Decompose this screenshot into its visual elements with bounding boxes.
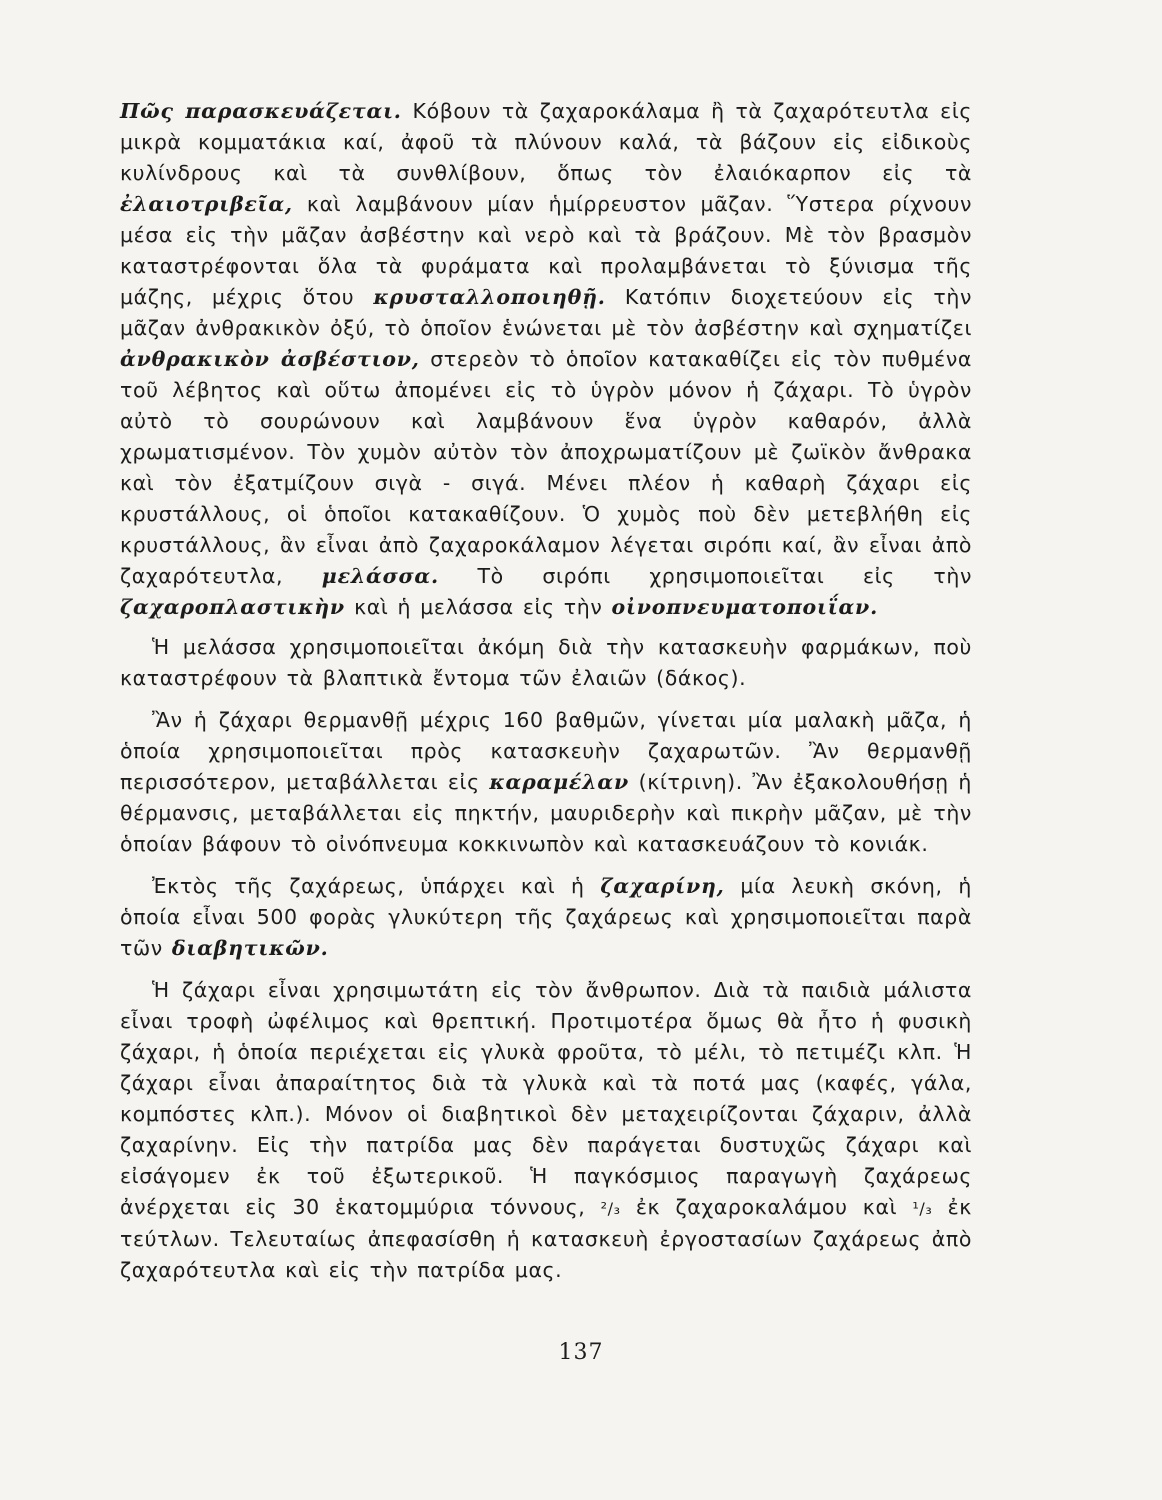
- text-span: στερεὸν τὸ ὁποῖον κατακαθίζει εἰς τὸν πυθμένα τοῦ λέβητος καὶ οὕτω ἀπομένει εἰς τὸ ὑγρὸν μόνον ἡ ζάχαρι. Τὸ ὑγρὸν αὐτὸ τὸ σουρώνουν καὶ λαμβάνουν ἕνα ὑγρὸν καθαρόν, ἀλλὰ χρωματισμένον. Τὸν χυμὸν αὐτὸν τὸν ἀποχρωματίζουν μὲ ζωϊκὸν ἄνθρακα καὶ τὸν ἐξατμίζουν σιγὰ - σιγά. Μένει πλέον ἡ καθαρὴ ζάχαρι εἰς κρυστάλλους, οἱ ὁποῖοι κατακαθίζουν. Ὁ χυμὸς ποὺ δὲν μετεβλήθη εἰς κρυστάλλους, ἂν εἶναι ἀπὸ ζαχαροκάλαμον λέγεται σιρόπι καί, ἂν εἶναι ἀπὸ ζαχαρότευτλα,: [120, 347, 972, 588]
- text-span: καὶ λαμβάνουν μίαν ἡμίρρευστον μᾶζαν. Ὕστερα ρίχνουν μέσα εἰς τὴν μᾶζαν ἀσβέστην καὶ νερὸ καὶ τὰ βράζουν. Μὲ τὸν βρασμὸν καταστρέφονται ὅλα τὰ φυράματα καὶ προλαμβάνεται τὸ ξύνισμα τῆς μάζης, μέχρις ὅτου: [120, 192, 972, 309]
- page-number: 137: [558, 1340, 604, 1365]
- term-confectionery: ζαχαροπλαστικὴν: [120, 595, 345, 619]
- text-span: Κόβουν τὰ ζαχαροκάλαμα ἢ τὰ ζαχαρότευτλα εἰς μικρὰ κομματάκια καί, ἀφοῦ τὰ πλύνουν καλά, τὰ βάζουν εἰς εἰδικοὺς κυλίνδρους καὶ τὰ συνθλίβουν, ὅπως τὸν ἐλαιόκαρπον εἰς τὰ: [120, 99, 972, 185]
- text-span: Ἡ μελάσσα χρησιμοποιεῖται ἀκόμη διὰ τὴν κατασκευὴν φαρμάκων, ποὺ καταστρέφουν τὰ βλαπτικὰ ἔντομα τῶν ἐλαιῶν (δάκος).: [120, 635, 972, 690]
- text-span: καὶ ἡ μελάσσα εἰς τὴν: [344, 595, 612, 619]
- paragraph-molasses-use: [120, 632, 972, 694]
- paragraph-heating: [120, 705, 972, 860]
- term-alcohol-production: οἰνοπνευματοποιΐαν.: [611, 595, 879, 619]
- fraction-two-thirds: ²/₃: [600, 1199, 621, 1218]
- term-calcium-carbonate: ἀνθρακικὸν ἀσβέστιον,: [120, 347, 420, 371]
- text-span: ἐκ ζαχαροκαλάμου καὶ: [620, 1195, 913, 1219]
- text-span: Τὸ σιρόπι χρησιμοποιεῖται εἰς τὴν: [438, 564, 972, 588]
- heading-how-prepared: Πῶς παρασκευάζεται.: [120, 99, 402, 123]
- body-text: [120, 96, 972, 1297]
- text-span: Ἡ ζάχαρι εἶναι χρησιμωτάτη εἰς τὸν ἄνθρωπον. Διὰ τὰ παιδιὰ μάλιστα εἶναι τροφὴ ὠφέλιμος καὶ θρεπτική. Προτιμοτέρα ὅμως θὰ ἦτο ἡ φυσικὴ ζάχαρι, ἡ ὁποία περιέχεται εἰς γλυκὰ φροῦτα, τὸ μέλι, τὸ πετιμέζι κλπ. Ἡ ζάχαρι εἶναι ἀπαραίτητος διὰ τὰ γλυκὰ καὶ τὰ ποτά μας (καφές, γάλα, κομπόστες κλπ.). Μόνον οἱ διαβητικοὶ δὲν μεταχειρίζονται ζάχαριν, ἀλλὰ ζαχαρίνην. Εἰς τὴν πατρίδα μας δὲν παράγεται δυστυχῶς ζάχαρι καὶ εἰσάγομεν ἐκ τοῦ ἐξωτερικοῦ. Ἡ παγκόσμιος παραγωγὴ ζαχάρεως ἀνέρχεται εἰς 30 ἑκατομμύρια τόννους,: [120, 978, 972, 1219]
- text-span: Ἂν ἡ ζάχαρι θερμανθῇ μέχρις 160 βαθμῶν, γίνεται μία μαλακὴ μᾶζα, ἡ ὁποία χρησιμοποιεῖται πρὸς κατασκευὴν ζαχαρωτῶν. Ἂν θερμανθῇ περισσότερον, μεταβάλλεται εἰς: [120, 708, 972, 794]
- paragraph-usefulness: [120, 975, 972, 1286]
- term-crystallized: κρυσταλλοποιηθῇ.: [373, 285, 606, 309]
- term-olive-presses: ἐλαιοτριβεῖα,: [120, 192, 293, 216]
- paragraph-saccharin: [120, 871, 972, 964]
- text-span: (κίτρινη). Ἂν ἐξακολουθήσῃ ἡ θέρμανσις, μεταβάλλεται εἰς πηκτήν, μαυριδερὴν καὶ πικρὴν μᾶζαν, μὲ τὴν ὁποίαν βάφουν τὸ οἰνόπνευμα κοκκινωπὸν καὶ κατασκευάζουν τὸ κονιάκ.: [120, 770, 972, 856]
- text-span: Κατόπιν διοχετεύουν εἰς τὴν μᾶζαν ἀνθρακικὸν ὀξύ, τὸ ὁποῖον ἑνώνεται μὲ τὸν ἀσβέστην καὶ σχηματίζει: [120, 285, 972, 340]
- term-diabetics: διαβητικῶν.: [171, 936, 329, 960]
- term-saccharin: ζαχαρίνη,: [600, 874, 725, 898]
- term-caramel: καραμέλαν: [489, 770, 629, 794]
- term-molasses: μελάσσα.: [321, 564, 439, 588]
- fraction-one-third: ¹/₃: [912, 1199, 933, 1218]
- text-span: μία λευκὴ σκόνη, ἡ ὁποία εἶναι 500 φορὰς γλυκύτερη τῆς ζαχάρεως καὶ χρησιμοποιεῖται παρὰ τῶν: [120, 874, 972, 960]
- text-span: Ἐκτὸς τῆς ζαχάρεως, ὑπάρχει καὶ ἡ: [152, 874, 601, 898]
- text-span: ἐκ τεύτλων. Τελευταίως ἀπεφασίσθη ἡ κατασκευὴ ἐργοστασίων ζαχάρεως ἀπὸ ζαχαρότευτλα καὶ εἰς τὴν πατρίδα μας.: [120, 1195, 972, 1282]
- paragraph-preparation: [120, 96, 972, 623]
